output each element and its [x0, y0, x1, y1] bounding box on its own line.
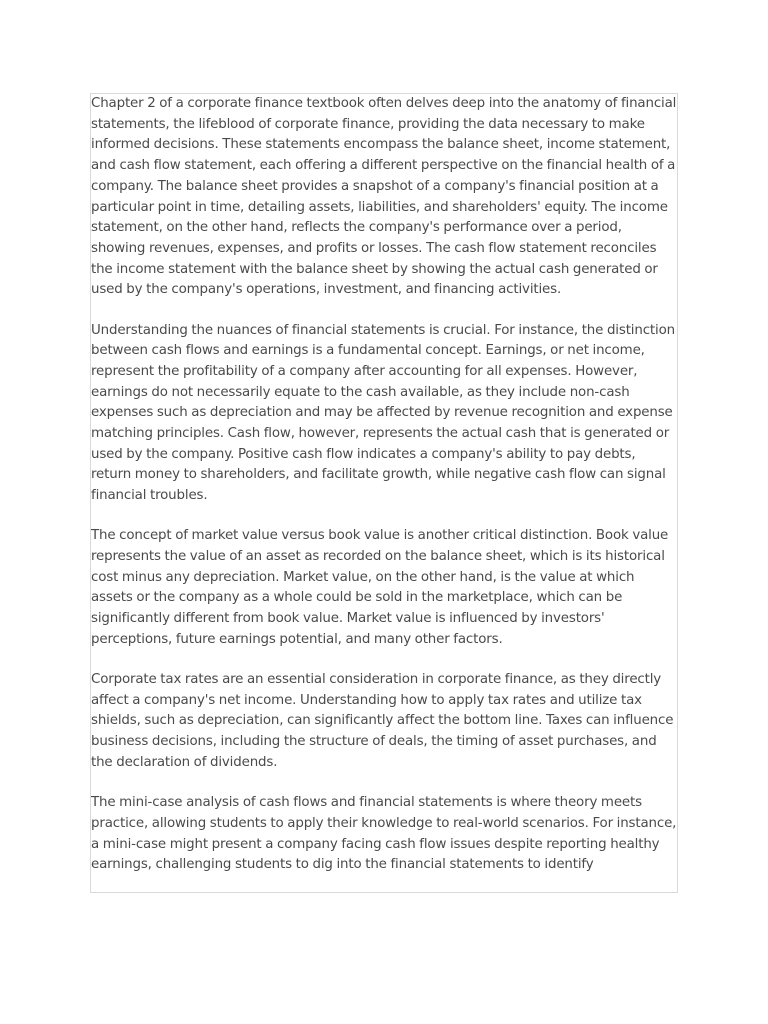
paragraph-market-vs-book-value: The concept of market value versus book value is another critical distinction. Book value represents the value of an asset as recorded on the balance sheet, which is its historical cost minus any depreciation. Market value, on the other hand, is the value at which assets or the company as a whole could be sold in the marketplace, which can be significantly different from book value. Market value is influenced by investors' perceptions, future earnings potential, and many other factors.	[91, 528, 669, 647]
paragraph-financial-statements-overview: Chapter 2 of a corporate finance textbook often delves deep into the anatomy of financial statements, the lifeblood of corporate finance, providing the data necessary to make informed decisions. These statements encompass the balance sheet, income statement, and cash flow statement, each offering a different perspective on the financial health of a company. The balance sheet provides a snapshot of a company's financial position at a particular point in time, detailing assets, liabilities, and shareholders' equity. The income statement, on the other hand, reflects the company's performance over a period, showing revenues, expenses, and profits or losses. The cash flow statement reconciles the income statement with the balance sheet by showing the actual cash generated or used by the company's operations, investment, and financing activities.	[91, 96, 677, 298]
paragraph-cash-flow-vs-earnings: Understanding the nuances of financial statements is crucial. For instance, the distinction between cash flows and earnings is a fundamental concept. Earnings, or net income, represent the profitability of a company after accounting for all expenses. However, earnings do not necessarily equate to the cash available, as they include non-cash expenses such as depreciation and may be affected by revenue recognition and expense matching principles. Cash flow, however, represents the actual cash that is generated or used by the company. Positive cash flow indicates a company's ability to pay debts, return money to shareholders, and facilitate growth, while negative cash flow can signal financial troubles.	[91, 322, 675, 504]
paragraph-corporate-tax-rates: Corporate tax rates are an essential consideration in corporate finance, as they directly affect a company's net income. Understanding how to apply tax rates and utilize tax shields, such as depreciation, can significantly affect the bottom line. Taxes can influence business decisions, including the structure of deals, the timing of asset purchases, and the declaration of dividends.	[91, 672, 674, 770]
document-text-box	[90, 93, 678, 893]
paragraph-mini-case-analysis: The mini-case analysis of cash flows and financial statements is where theory meets practice, allowing students to apply their knowledge to real-world scenarios. For instance, a mini-case might present a company facing cash flow issues despite reporting healthy earnings, challenging students to dig into the financial statements to identify	[91, 795, 677, 873]
